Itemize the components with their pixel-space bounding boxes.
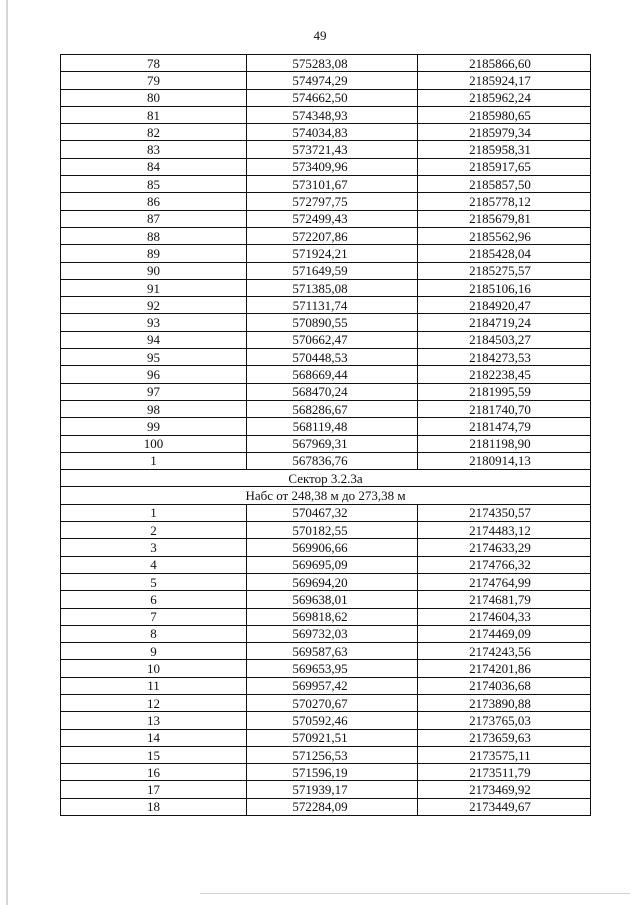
table-row bbox=[61, 418, 591, 435]
x-coordinate-cell: 569906,66 bbox=[247, 539, 418, 556]
point-number-cell: 8 bbox=[61, 625, 247, 642]
y-coordinate-cell: 2174036,68 bbox=[418, 677, 591, 694]
point-number-cell: 82 bbox=[61, 124, 247, 141]
x-coordinate-cell: 569695,09 bbox=[247, 556, 418, 573]
table-row bbox=[61, 89, 591, 106]
table-row bbox=[61, 781, 591, 798]
table-row bbox=[61, 504, 591, 521]
point-number-cell: 86 bbox=[61, 193, 247, 210]
point-number-cell: 93 bbox=[61, 314, 247, 331]
y-coordinate-cell: 2185958,31 bbox=[418, 141, 591, 158]
point-number-cell: 2 bbox=[61, 522, 247, 539]
x-coordinate-cell: 568470,24 bbox=[247, 383, 418, 400]
x-coordinate-cell: 567969,31 bbox=[247, 435, 418, 452]
table-row bbox=[61, 556, 591, 573]
point-number-cell: 12 bbox=[61, 694, 247, 711]
table-row bbox=[61, 176, 591, 193]
point-number-cell: 17 bbox=[61, 781, 247, 798]
y-coordinate-cell: 2181740,70 bbox=[418, 400, 591, 417]
coordinates-table bbox=[60, 54, 591, 816]
table-row bbox=[61, 124, 591, 141]
table-row bbox=[61, 660, 591, 677]
table-row bbox=[61, 539, 591, 556]
point-number-cell: 84 bbox=[61, 158, 247, 175]
y-coordinate-cell: 2184920,47 bbox=[418, 297, 591, 314]
point-number-cell: 85 bbox=[61, 176, 247, 193]
table-row bbox=[61, 694, 591, 711]
point-number-cell: 81 bbox=[61, 106, 247, 123]
y-coordinate-cell: 2185979,34 bbox=[418, 124, 591, 141]
x-coordinate-cell: 571385,08 bbox=[247, 279, 418, 296]
y-coordinate-cell: 2182238,45 bbox=[418, 366, 591, 383]
point-number-cell: 96 bbox=[61, 366, 247, 383]
point-number-cell: 79 bbox=[61, 72, 247, 89]
x-coordinate-cell: 568119,48 bbox=[247, 418, 418, 435]
x-coordinate-cell: 569653,95 bbox=[247, 660, 418, 677]
x-coordinate-cell: 571131,74 bbox=[247, 297, 418, 314]
y-coordinate-cell: 2174350,57 bbox=[418, 504, 591, 521]
x-coordinate-cell: 569638,01 bbox=[247, 591, 418, 608]
y-coordinate-cell: 2184503,27 bbox=[418, 331, 591, 348]
page-number: 49 bbox=[313, 28, 327, 43]
x-coordinate-cell: 571596,19 bbox=[247, 764, 418, 781]
x-coordinate-cell: 570270,67 bbox=[247, 694, 418, 711]
y-coordinate-cell: 2180914,13 bbox=[418, 452, 591, 469]
x-coordinate-cell: 571649,59 bbox=[247, 262, 418, 279]
x-coordinate-cell: 569587,63 bbox=[247, 643, 418, 660]
table-row bbox=[61, 712, 591, 729]
table-row bbox=[61, 366, 591, 383]
point-number-cell: 100 bbox=[61, 435, 247, 452]
point-number-cell: 1 bbox=[61, 504, 247, 521]
x-coordinate-cell: 569957,42 bbox=[247, 677, 418, 694]
table-row bbox=[61, 573, 591, 590]
table-row bbox=[61, 297, 591, 314]
table-row bbox=[61, 798, 591, 815]
x-coordinate-cell: 573721,43 bbox=[247, 141, 418, 158]
y-coordinate-cell: 2185679,81 bbox=[418, 210, 591, 227]
point-number-cell: 91 bbox=[61, 279, 247, 296]
scan-edge-bottom bbox=[200, 893, 630, 894]
y-coordinate-cell: 2174201,86 bbox=[418, 660, 591, 677]
x-coordinate-cell: 575283,08 bbox=[247, 55, 418, 72]
point-number-cell: 15 bbox=[61, 746, 247, 763]
point-number-cell: 14 bbox=[61, 729, 247, 746]
table-row bbox=[61, 383, 591, 400]
table-row bbox=[61, 729, 591, 746]
table-row bbox=[61, 55, 591, 72]
y-coordinate-cell: 2173659,63 bbox=[418, 729, 591, 746]
table-row bbox=[61, 262, 591, 279]
x-coordinate-cell: 569818,62 bbox=[247, 608, 418, 625]
table-row bbox=[61, 210, 591, 227]
table-row bbox=[61, 227, 591, 244]
table-row bbox=[61, 625, 591, 642]
point-number-cell: 3 bbox=[61, 539, 247, 556]
y-coordinate-cell: 2173469,92 bbox=[418, 781, 591, 798]
y-coordinate-cell: 2184719,24 bbox=[418, 314, 591, 331]
x-coordinate-cell: 572284,09 bbox=[247, 798, 418, 815]
x-coordinate-cell: 573409,96 bbox=[247, 158, 418, 175]
point-number-cell: 95 bbox=[61, 349, 247, 366]
point-number-cell: 90 bbox=[61, 262, 247, 279]
y-coordinate-cell: 2173575,11 bbox=[418, 746, 591, 763]
y-coordinate-cell: 2173765,03 bbox=[418, 712, 591, 729]
x-coordinate-cell: 570592,46 bbox=[247, 712, 418, 729]
y-coordinate-cell: 2185562,96 bbox=[418, 227, 591, 244]
point-number-cell: 92 bbox=[61, 297, 247, 314]
table-row bbox=[61, 746, 591, 763]
point-number-cell: 10 bbox=[61, 660, 247, 677]
table-row bbox=[61, 522, 591, 539]
y-coordinate-cell: 2181995,59 bbox=[418, 383, 591, 400]
y-coordinate-cell: 2174469,09 bbox=[418, 625, 591, 642]
x-coordinate-cell: 570890,55 bbox=[247, 314, 418, 331]
x-coordinate-cell: 570662,47 bbox=[247, 331, 418, 348]
x-coordinate-cell: 570921,51 bbox=[247, 729, 418, 746]
section-row bbox=[61, 487, 591, 504]
table-row bbox=[61, 158, 591, 175]
point-number-cell: 13 bbox=[61, 712, 247, 729]
table-row bbox=[61, 677, 591, 694]
x-coordinate-cell: 569732,03 bbox=[247, 625, 418, 642]
table-row bbox=[61, 400, 591, 417]
point-number-cell: 4 bbox=[61, 556, 247, 573]
point-number-cell: 99 bbox=[61, 418, 247, 435]
y-coordinate-cell: 2173511,79 bbox=[418, 764, 591, 781]
y-coordinate-cell: 2185857,50 bbox=[418, 176, 591, 193]
point-number-cell: 88 bbox=[61, 227, 247, 244]
y-coordinate-cell: 2185778,12 bbox=[418, 193, 591, 210]
point-number-cell: 9 bbox=[61, 643, 247, 660]
table-row bbox=[61, 764, 591, 781]
point-number-cell: 83 bbox=[61, 141, 247, 158]
y-coordinate-cell: 2174766,32 bbox=[418, 556, 591, 573]
table-row bbox=[61, 591, 591, 608]
x-coordinate-cell: 569694,20 bbox=[247, 573, 418, 590]
table-row bbox=[61, 72, 591, 89]
table-row bbox=[61, 141, 591, 158]
y-coordinate-cell: 2185866,60 bbox=[418, 55, 591, 72]
x-coordinate-cell: 571939,17 bbox=[247, 781, 418, 798]
point-number-cell: 78 bbox=[61, 55, 247, 72]
y-coordinate-cell: 2185428,04 bbox=[418, 245, 591, 262]
point-number-cell: 16 bbox=[61, 764, 247, 781]
point-number-cell: 18 bbox=[61, 798, 247, 815]
y-coordinate-cell: 2185275,57 bbox=[418, 262, 591, 279]
table-row bbox=[61, 279, 591, 296]
table-row bbox=[61, 452, 591, 469]
table-row bbox=[61, 608, 591, 625]
point-number-cell: 5 bbox=[61, 573, 247, 590]
table-row bbox=[61, 435, 591, 452]
point-number-cell: 6 bbox=[61, 591, 247, 608]
point-number-cell: 80 bbox=[61, 89, 247, 106]
x-coordinate-cell: 574034,83 bbox=[247, 124, 418, 141]
x-coordinate-cell: 570467,32 bbox=[247, 504, 418, 521]
point-number-cell: 89 bbox=[61, 245, 247, 262]
y-coordinate-cell: 2185106,16 bbox=[418, 279, 591, 296]
y-coordinate-cell: 2181198,90 bbox=[418, 435, 591, 452]
x-coordinate-cell: 570448,53 bbox=[247, 349, 418, 366]
table-row bbox=[61, 349, 591, 366]
x-coordinate-cell: 572499,43 bbox=[247, 210, 418, 227]
y-coordinate-cell: 2184273,53 bbox=[418, 349, 591, 366]
x-coordinate-cell: 568286,67 bbox=[247, 400, 418, 417]
table-row bbox=[61, 314, 591, 331]
point-number-cell: 11 bbox=[61, 677, 247, 694]
x-coordinate-cell: 574974,29 bbox=[247, 72, 418, 89]
table-row bbox=[61, 643, 591, 660]
point-number-cell: 87 bbox=[61, 210, 247, 227]
x-coordinate-cell: 571256,53 bbox=[247, 746, 418, 763]
y-coordinate-cell: 2174604,33 bbox=[418, 608, 591, 625]
table-row bbox=[61, 245, 591, 262]
x-coordinate-cell: 574348,93 bbox=[247, 106, 418, 123]
section-title: Сектор 3.2.3а bbox=[61, 470, 591, 487]
y-coordinate-cell: 2185980,65 bbox=[418, 106, 591, 123]
y-coordinate-cell: 2174483,12 bbox=[418, 522, 591, 539]
x-coordinate-cell: 568669,44 bbox=[247, 366, 418, 383]
section-title: Набс от 248,38 м до 273,38 м bbox=[61, 487, 591, 504]
scan-edge bbox=[6, 0, 8, 905]
y-coordinate-cell: 2174633,29 bbox=[418, 539, 591, 556]
point-number-cell: 97 bbox=[61, 383, 247, 400]
y-coordinate-cell: 2185917,65 bbox=[418, 158, 591, 175]
y-coordinate-cell: 2173890,88 bbox=[418, 694, 591, 711]
x-coordinate-cell: 573101,67 bbox=[247, 176, 418, 193]
y-coordinate-cell: 2181474,79 bbox=[418, 418, 591, 435]
y-coordinate-cell: 2174764,99 bbox=[418, 573, 591, 590]
y-coordinate-cell: 2173449,67 bbox=[418, 798, 591, 815]
x-coordinate-cell: 572797,75 bbox=[247, 193, 418, 210]
point-number-cell: 98 bbox=[61, 400, 247, 417]
point-number-cell: 7 bbox=[61, 608, 247, 625]
y-coordinate-cell: 2185924,17 bbox=[418, 72, 591, 89]
x-coordinate-cell: 572207,86 bbox=[247, 227, 418, 244]
point-number-cell: 94 bbox=[61, 331, 247, 348]
x-coordinate-cell: 567836,76 bbox=[247, 452, 418, 469]
y-coordinate-cell: 2174243,56 bbox=[418, 643, 591, 660]
x-coordinate-cell: 570182,55 bbox=[247, 522, 418, 539]
table-row bbox=[61, 106, 591, 123]
y-coordinate-cell: 2185962,24 bbox=[418, 89, 591, 106]
table-row bbox=[61, 193, 591, 210]
x-coordinate-cell: 574662,50 bbox=[247, 89, 418, 106]
x-coordinate-cell: 571924,21 bbox=[247, 245, 418, 262]
table-row bbox=[61, 331, 591, 348]
y-coordinate-cell: 2174681,79 bbox=[418, 591, 591, 608]
point-number-cell: 1 bbox=[61, 452, 247, 469]
section-row bbox=[61, 470, 591, 487]
